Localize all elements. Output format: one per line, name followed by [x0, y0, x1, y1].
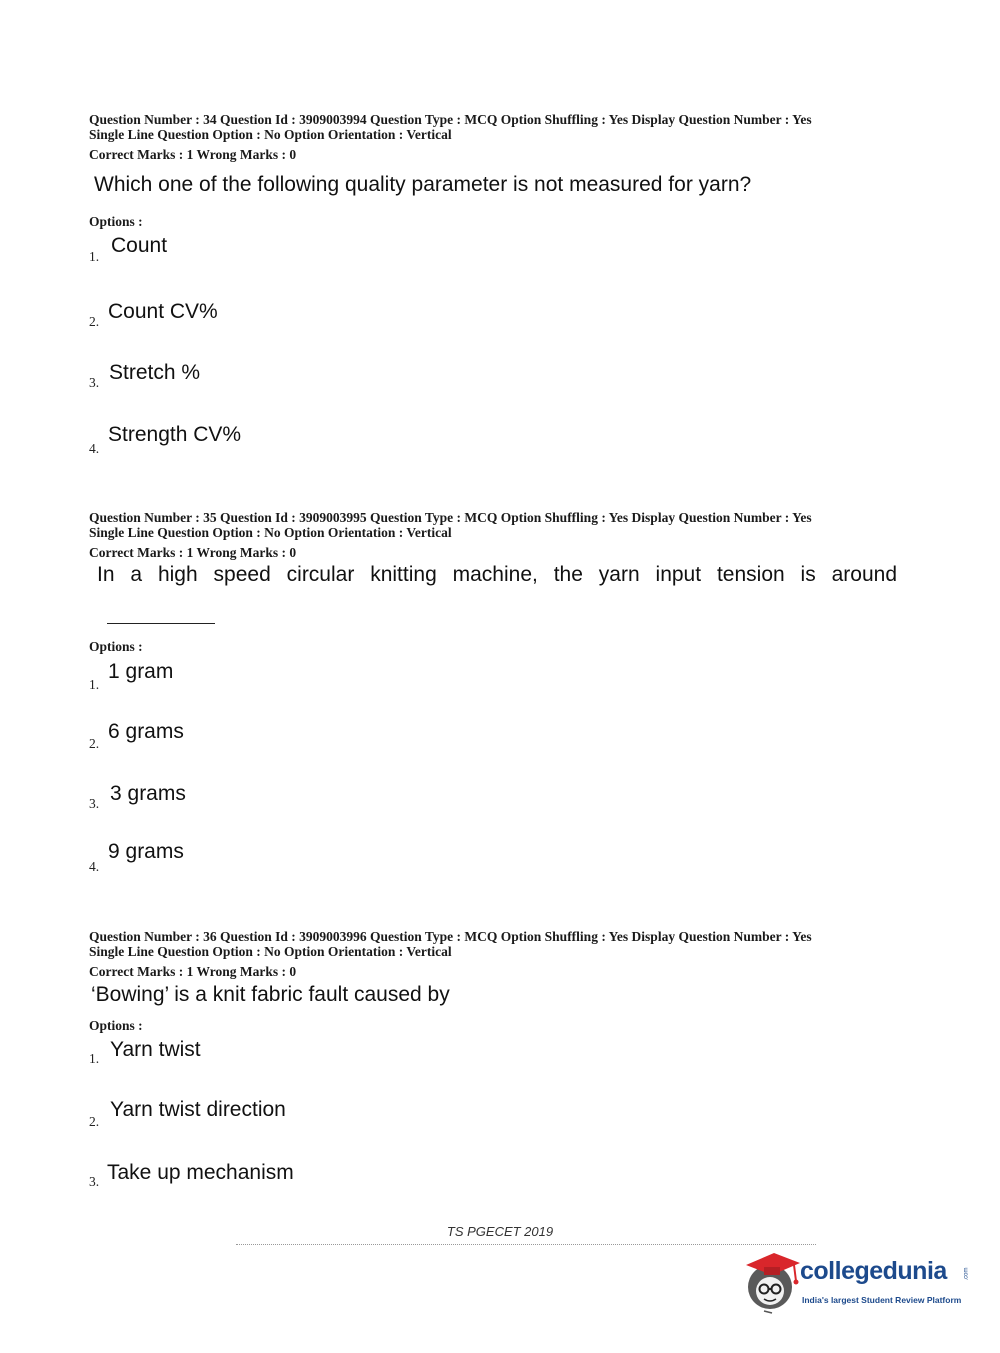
- collegedunia-logo[interactable]: [742, 1245, 972, 1317]
- option-number: 4.: [89, 441, 100, 456]
- options-label: Options :: [89, 214, 143, 229]
- logo-suffix: .com: [963, 1267, 970, 1281]
- option-number: 2.: [89, 314, 100, 329]
- question-meta-line1: Question Number : 34 Question Id : 3909003994 Question Type : MCQ Option Shuffling : Yes Display Question Number : Yes: [89, 112, 812, 127]
- option-number: 1.: [89, 1051, 100, 1066]
- logo-name: collegedunia: [800, 1257, 947, 1285]
- logo-tagline: India's largest Student Review Platform: [802, 1295, 962, 1305]
- option-number: 2.: [89, 1114, 100, 1129]
- question-marks: Correct Marks : 1 Wrong Marks : 0: [89, 147, 297, 162]
- graduation-cap-mascot-icon: [742, 1247, 802, 1315]
- question-marks: Correct Marks : 1 Wrong Marks : 0: [89, 964, 297, 979]
- question-meta-line2: Single Line Question Option : No Option Orientation : Vertical: [89, 944, 452, 959]
- option-number: 1.: [89, 249, 100, 264]
- option-number: 1.: [89, 677, 100, 692]
- option-number: 3.: [89, 1174, 100, 1189]
- question-meta-line2: Single Line Question Option : No Option Orientation : Vertical: [89, 525, 452, 540]
- option-text: Yarn twist: [110, 1038, 201, 1061]
- option-number: 3.: [89, 796, 100, 811]
- option-text: 1 gram: [108, 660, 174, 683]
- question-text: In a high speed circular knitting machine, the yarn input tension is around: [97, 563, 897, 586]
- question-text: Which one of the following quality parameter is not measured for yarn?: [94, 173, 752, 196]
- option-text: Take up mechanism: [107, 1161, 294, 1184]
- question-text: ‘Bowing’ is a knit fabric fault caused by: [91, 983, 450, 1006]
- option-number: 3.: [89, 375, 100, 390]
- question-marks: Correct Marks : 1 Wrong Marks : 0: [89, 545, 297, 560]
- option-text: 3 grams: [110, 782, 186, 805]
- answer-blank-line: [107, 623, 215, 624]
- option-text: 6 grams: [108, 720, 184, 743]
- option-number: 2.: [89, 736, 100, 751]
- question-meta-line2: Single Line Question Option : No Option Orientation : Vertical: [89, 127, 452, 142]
- footer-exam-name: TS PGECET 2019: [446, 1224, 554, 1239]
- option-text: Yarn twist direction: [110, 1098, 286, 1121]
- options-label: Options :: [89, 1018, 143, 1033]
- option-text: 9 grams: [108, 840, 184, 863]
- options-label: Options :: [89, 639, 143, 654]
- option-text: Count: [111, 234, 168, 257]
- option-text: Strength CV%: [108, 423, 242, 446]
- question-meta-line1: Question Number : 36 Question Id : 3909003996 Question Type : MCQ Option Shuffling : Yes Display Question Number : Yes: [89, 929, 812, 944]
- question-meta-line1: Question Number : 35 Question Id : 3909003995 Question Type : MCQ Option Shuffling : Yes Display Question Number : Yes: [89, 510, 812, 525]
- option-text: Stretch %: [109, 361, 201, 384]
- option-number: 4.: [89, 859, 100, 874]
- footer-divider: [236, 1244, 816, 1247]
- option-text: Count CV%: [108, 300, 218, 323]
